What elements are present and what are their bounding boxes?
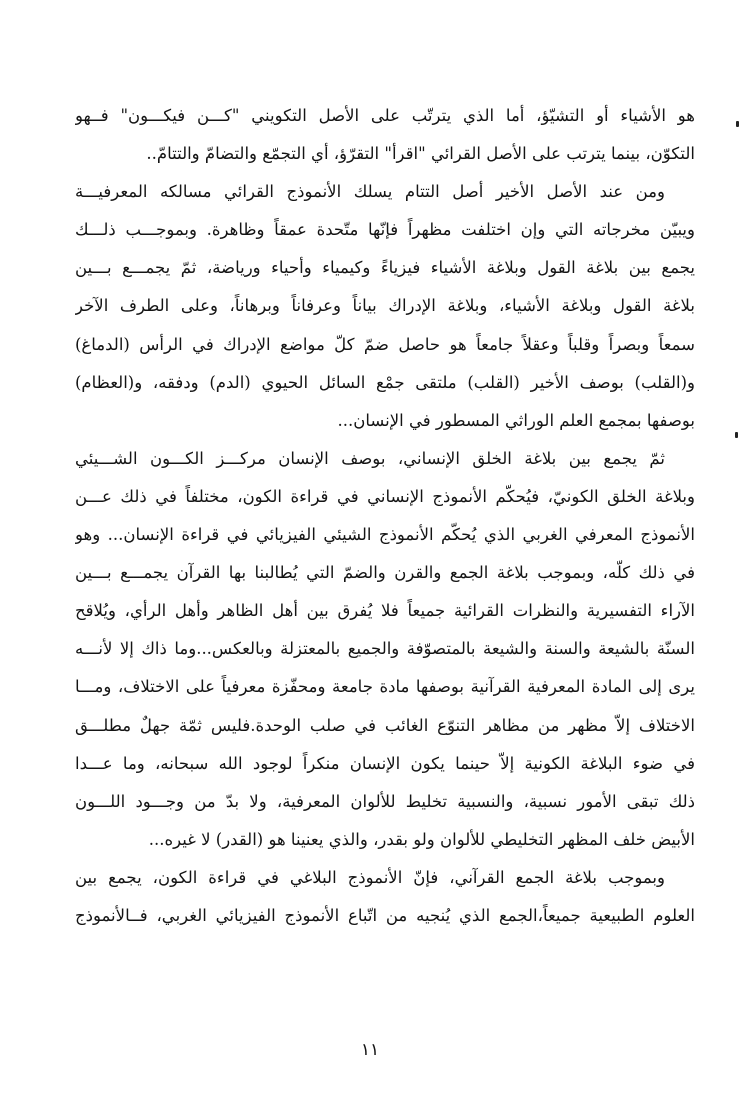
text-line: ويبيّن مخرجاته التي وإن اختلفت مظهراً فإنّها متّحدة عمقاً وظاهرة. وبموجـــب ذلـــك [75,220,695,240]
text-line: بوصفها بمجمع العلم الوراثي المسطور في الإنسان... [337,410,695,430]
body-text [75,97,695,935]
text-line: التكوّن، بينما يترتب على الأصل القرائي "اقرأ" التقرّؤ، أي التجمّع والتضامّ والتتامّ.. [146,144,695,164]
text-line: ومن عند الأصل الأخير أصل التتام يسلك الأنموذج القرائي مسالكه المعرفيـــة [75,182,665,202]
text-line: وبموجب بلاغة الجمع القرآني، فإنّ الأنموذج البلاغي في قراءة الكون، يجمع بين [75,867,665,887]
text-line: يرى إلى المادة المعرفية القرآنية بوصفها مادة جامعة ومحفّزة معرفياً على الاختلاف، ومـــا [75,677,695,697]
text-line: الآراء التفسيرية والنظرات القرائية جميعاً فلا يُفرق بين أهل الظاهر وأهل الرأي، ويُلاقح [75,601,695,621]
text-line: بلاغة القول وبلاغة الأشياء، وبلاغة الإدراك بياناً وعرفاناً وبرهاناً، وعلى الطرف الآخر [75,296,695,316]
text-line: سمعاً وبصراً وقلباً وعقلاً جامعاً هو حاصل ضمّ كلّ مواضع الإدراك في الرأس (الدماغ) [75,334,695,354]
text-line: العلوم الطبيعية جميعاً،الجمع الذي يُنجيه من اتّباع الأنموذج الفيزيائي الغربي، فــالأنموذج [75,905,695,925]
text-line: هو الأشياء أو التشيّؤ، أما الذي يترتّب على الأصل التكويني "كـــن فيكـــون" فــهو [75,106,695,125]
margin-mark [736,121,739,127]
text-line: في ضوء البلاغة الكونية إلاّ حينما يكون الإنسان منكراً لوجود الله سبحانه، وما عـــدا [75,753,695,773]
text-line: يجمع بين بلاغة القول وبلاغة الأشياء فيزياءً وكيمياء وأحياء ورياضة، ثمّ يجمـــع بـــين [75,258,695,278]
text-line: وبلاغة الخلق الكونيّ، فيُحكّم الأنموذج الإنساني في قراءة الكون، مختلفاً في ذلك عـــن [75,486,695,506]
text-line: ذلك تبقى الأمور نسبية، والنسبية تخليط للألوان المعرفية، ولا بدّ من وجـــود اللـــون [75,791,695,811]
text-line: السنّة بالشيعة والسنة والشيعة بالمتصوّفة والجميع بالمعتزلة وبالعكس...وما ذاك إلا لأنـــه [75,639,695,659]
text-line: الأبيض خلف المظهر التخليطي للألوان ولو بقدر، والذي يعنينا هو (القدر) لا غيره... [148,829,695,849]
text-line: و(القلب) بوصف الأخير (القلب) ملتقى جمْع السائل الحيوي (الدم) ودفقه، و(العظام) [75,372,695,392]
text-line: الأنموذج المعرفي الغربي الذي يُحكّم الأنموذج الشيئي الفيزيائي في قراءة الإنسان... وهو [75,525,695,545]
text-line: الاختلاف إلاّ مظهر من مظاهر التنوّع الغائب في صلب الوحدة.فليس ثمّة جهلٌ مطلـــق [75,715,695,735]
text-line: ثمّ يجمع بين بلاغة الخلق الإنساني، بوصف الإنسان مركـــز الكـــون الشـــيئي [75,448,665,468]
text-line: في ذلك كلّه، وبموجب بلاغة الجمع والقرن والضمّ التي يُطالبنا بها القرآن يجمـــع بـــين [75,563,695,583]
margin-mark [735,432,738,438]
page-number: ١١ [360,1040,380,1060]
